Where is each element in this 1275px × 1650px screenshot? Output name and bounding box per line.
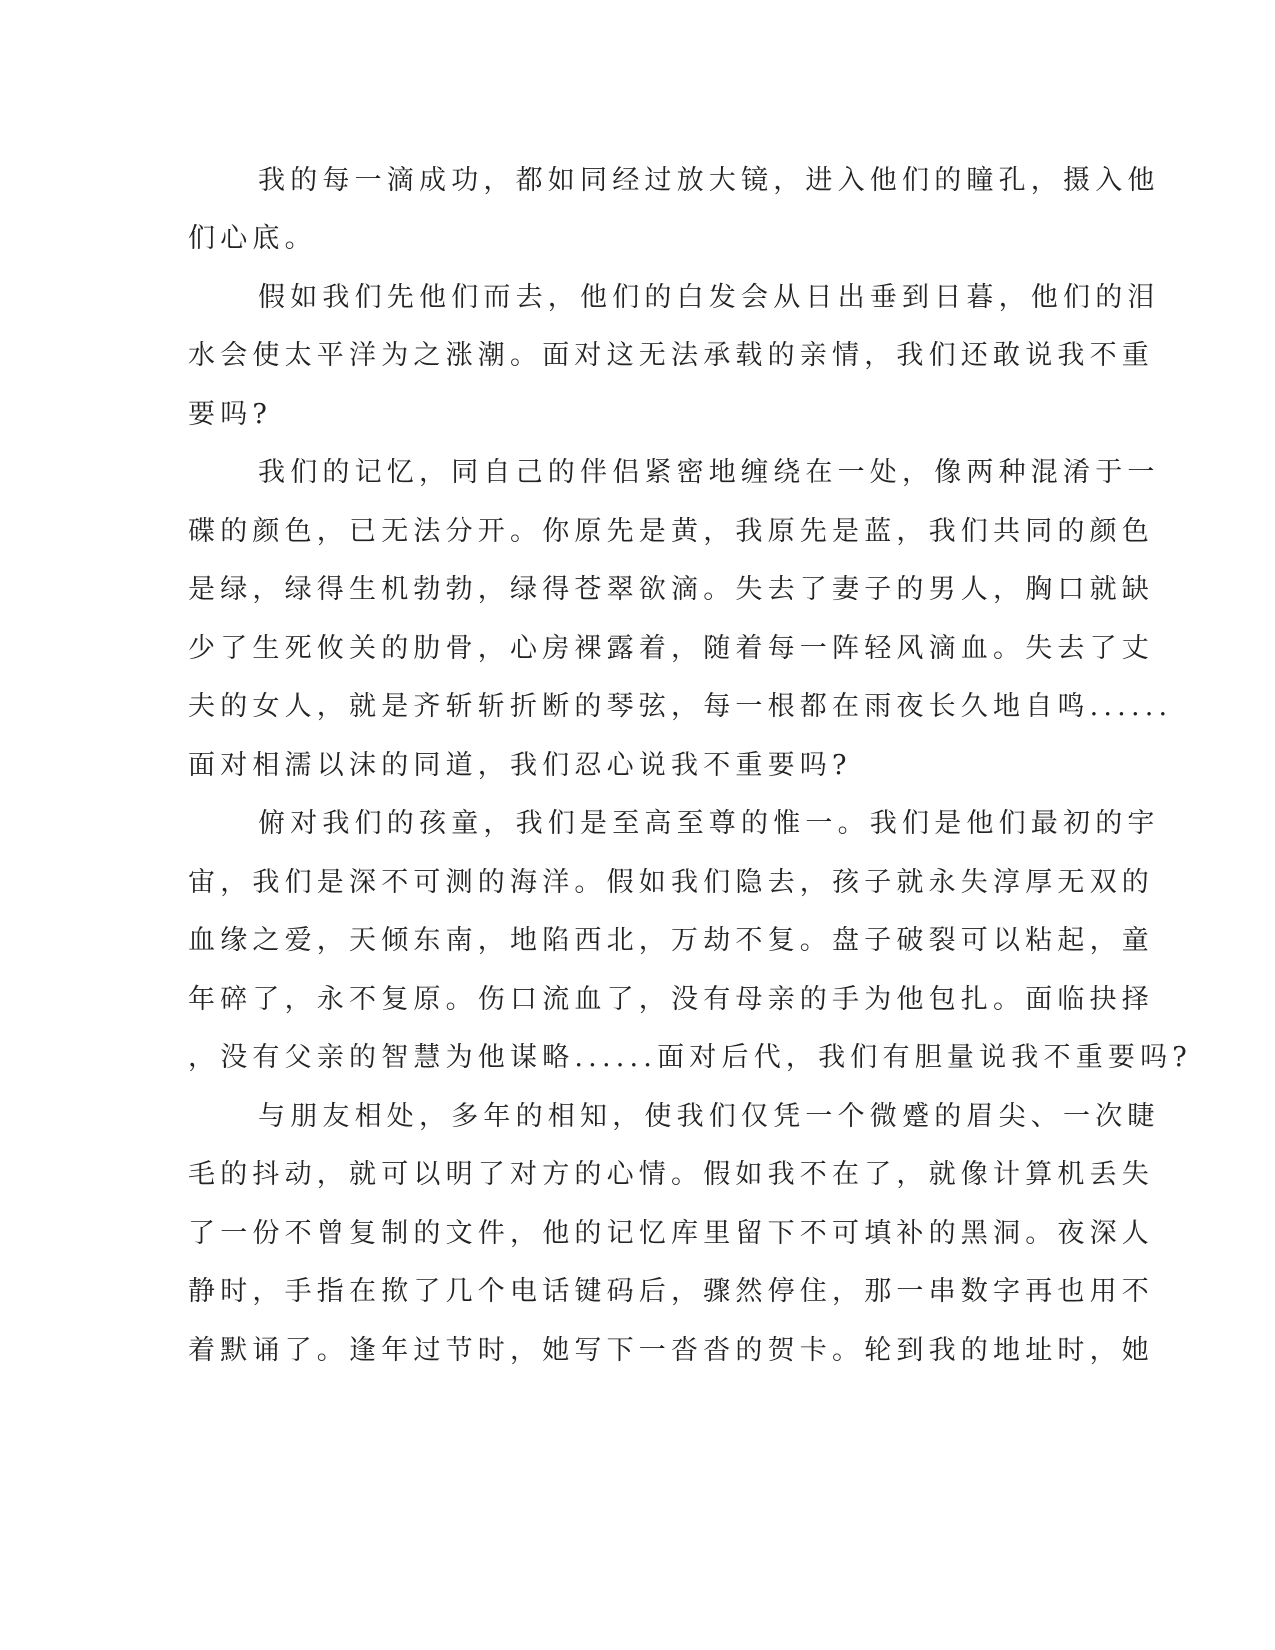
- text-line: 着默诵了。逢年过节时，她写下一沓沓的贺卡。轮到我的地址时，她: [188, 1335, 1154, 1366]
- text-line: 夫的女人，就是齐斩斩折断的琴弦，每一根都在雨夜长久地自鸣......: [188, 691, 1173, 722]
- text-line: 静时，手指在揿了几个电话键码后，骤然停住，那一串数字再也用不: [188, 1276, 1154, 1307]
- text-line: 宙，我们是深不可测的海洋。假如我们隐去，孩子就永失淳厚无双的: [188, 867, 1154, 898]
- text-line: 毛的抖动，就可以明了对方的心情。假如我不在了，就像计算机丢失: [188, 1159, 1154, 1190]
- text-line: ，没有父亲的智慧为他谋略......面对后代，我们有胆量说我不重要吗?: [188, 1042, 1192, 1073]
- text-line: 了一份不曾复制的文件，他的记忆库里留下不可填补的黑洞。夜深人: [188, 1218, 1154, 1249]
- text-line: 面对相濡以沫的同道，我们忍心说我不重要吗?: [188, 750, 852, 781]
- text-line: 少了生死攸关的肋骨，心房裸露着，随着每一阵轻风滴血。失去了丈: [188, 633, 1154, 664]
- text-line: 我们的记忆，同自己的伴侣紧密地缠绕在一处，像两种混淆于一: [258, 457, 1160, 488]
- text-line: 俯对我们的孩童，我们是至高至尊的惟一。我们是他们最初的宇: [258, 808, 1160, 839]
- text-line: 我的每一滴成功，都如同经过放大镜，进入他们的瞳孔，摄入他: [258, 165, 1160, 196]
- text-line: 水会使太平洋为之涨潮。面对这无法承载的亲情，我们还敢说我不重: [188, 340, 1154, 371]
- text-line: 年碎了，永不复原。伤口流血了，没有母亲的手为他包扎。面临抉择: [188, 984, 1154, 1015]
- text-line: 与朋友相处，多年的相知，使我们仅凭一个微蹙的眉尖、一次睫: [258, 1101, 1160, 1132]
- text-line: 是绿，绿得生机勃勃，绿得苍翠欲滴。失去了妻子的男人，胸口就缺: [188, 574, 1154, 605]
- text-line: 们心底。: [188, 223, 317, 254]
- text-line: 血缘之爱，天倾东南，地陷西北，万劫不复。盘子破裂可以粘起，童: [188, 925, 1154, 956]
- text-line: 要吗?: [188, 399, 273, 430]
- text-line: 假如我们先他们而去，他们的白发会从日出垂到日暮，他们的泪: [258, 282, 1160, 313]
- text-line: 碟的颜色，已无法分开。你原先是黄，我原先是蓝，我们共同的颜色: [188, 516, 1154, 547]
